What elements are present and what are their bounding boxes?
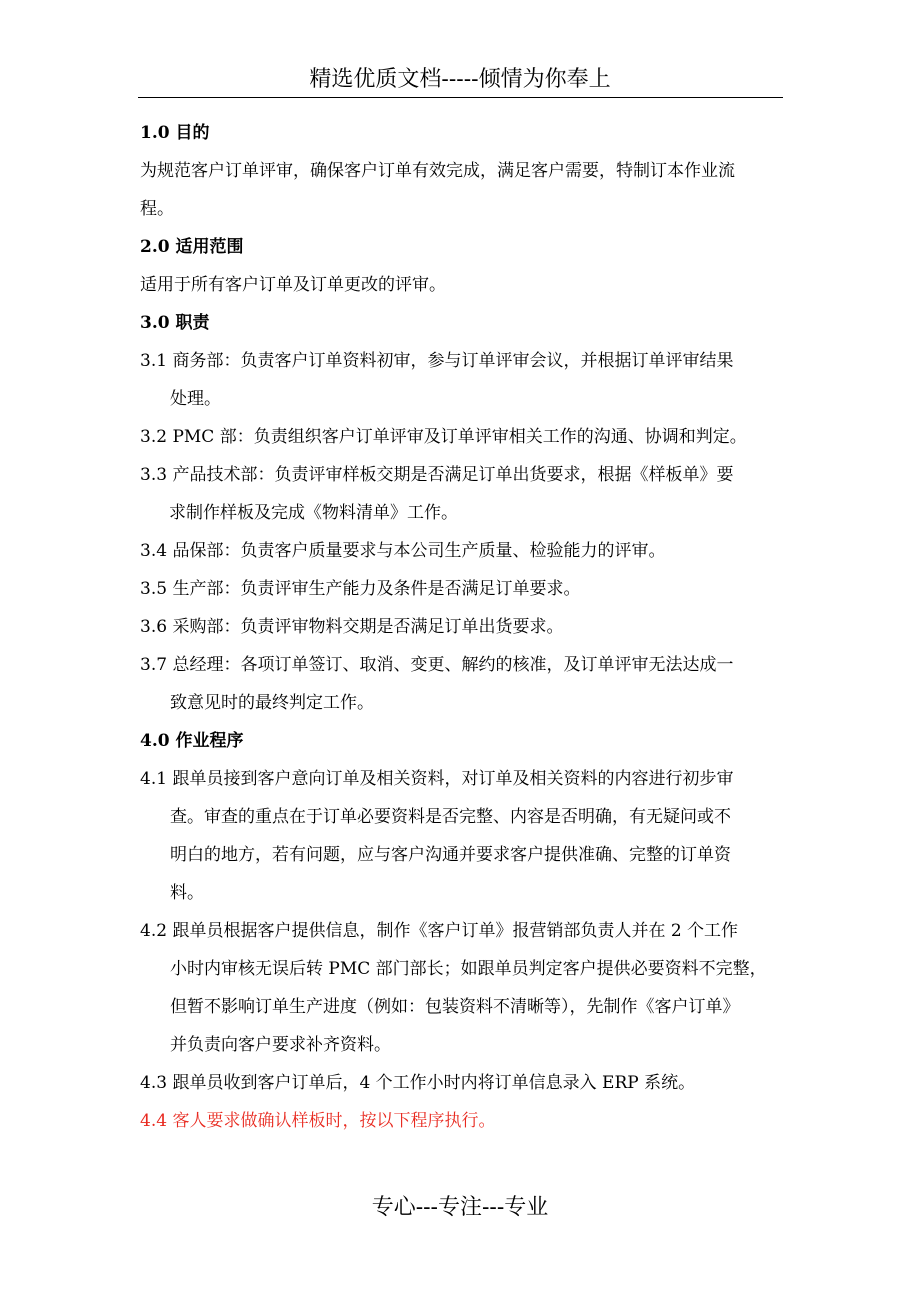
clause-4-3: 4.3 跟单员收到客户订单后，4 个工作小时内将订单信息录入 ERP 系统。 [140, 1073, 696, 1093]
clause-3-3: 3.3 产品技术部：负责评审样板交期是否满足订单出货要求，根据《样板单》要 [140, 465, 734, 485]
clause-3-7-continuation: 致意见时的最终判定工作。 [170, 693, 374, 713]
page-footer-text: 专心---专注---专业 [371, 1195, 549, 1220]
header-divider [138, 97, 783, 98]
page-header-title: 精选优质文档-----倾情为你奉上 [309, 67, 611, 92]
clause-4-1-continuation: 查。审查的重点在于订单必要资料是否完整、内容是否明确，有无疑问或不 [170, 807, 731, 827]
clause-4-1-continuation: 料。 [170, 883, 204, 903]
clause-4-2-continuation: 但暂不影响订单生产进度（例如：包装资料不清晰等），先制作《客户订单》 [170, 997, 740, 1017]
section-1-text: 程。 [140, 199, 174, 219]
section-2-text: 适用于所有客户订单及订单更改的评审。 [140, 275, 446, 295]
clause-3-4: 3.4 品保部：负责客户质量要求与本公司生产质量、检验能力的评审。 [140, 541, 666, 561]
section-2-heading: 2.0 适用范围 [140, 237, 244, 257]
clause-3-3-continuation: 求制作样板及完成《物料清单》工作。 [169, 503, 458, 523]
section-1-heading: 1.0 目的 [140, 123, 210, 143]
clause-4-2-continuation: 小时内审核无误后转 PMC 部门部长；如跟单员判定客户提供必要资料不完整， [170, 959, 767, 979]
clause-3-7: 3.7 总经理：各项订单签订、取消、变更、解约的核准，及订单评审无法达成一 [140, 655, 734, 675]
clause-3-2: 3.2 PMC 部：负责组织客户订单评审及订单评审相关工作的沟通、协调和判定。 [140, 427, 747, 447]
clause-3-5: 3.5 生产部：负责评审生产能力及条件是否满足订单要求。 [140, 579, 581, 599]
clause-4-1: 4.1 跟单员接到客户意向订单及相关资料，对订单及相关资料的内容进行初步审 [140, 769, 734, 789]
clause-4-4-highlighted: 4.4 客人要求做确认样板时，按以下程序执行。 [140, 1111, 496, 1131]
clause-3-1-continuation: 处理。 [170, 389, 221, 409]
clause-3-6: 3.6 采购部：负责评审物料交期是否满足订单出货要求。 [140, 617, 564, 637]
section-3-heading: 3.0 职责 [140, 313, 210, 333]
section-4-heading: 4.0 作业程序 [140, 731, 244, 751]
clause-4-2-continuation: 并负责向客户要求补齐资料。 [170, 1035, 391, 1055]
document-body [140, 114, 790, 1140]
section-1-text: 为规范客户订单评审，确保客户订单有效完成，满足客户需要，特制订本作业流 [140, 161, 735, 181]
clause-4-2: 4.2 跟单员根据客户提供信息，制作《客户订单》报营销部负责人并在 2 个工作 [140, 921, 739, 941]
clause-4-1-continuation: 明白的地方，若有问题，应与客户沟通并要求客户提供准确、完整的订单资 [170, 845, 731, 865]
clause-3-1: 3.1 商务部：负责客户订单资料初审，参与订单评审会议，并根据订单评审结果 [140, 351, 734, 371]
